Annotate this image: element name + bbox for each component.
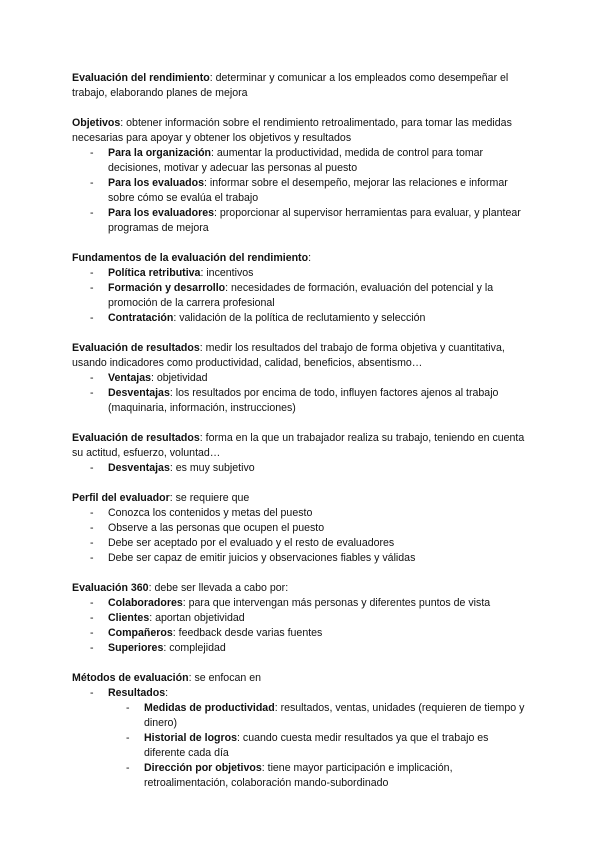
sub-list-item: - Historial de logros: cuando cuesta medir resultados ya que el trabajo es diferente cada día [126, 732, 489, 759]
section-heading [72, 251, 528, 266]
list-item: - Formación y desarrollo: necesidades de formación, evaluación del potencial y la promoción de la carrera profesional [90, 282, 494, 309]
section-evaluacion-360 [72, 581, 528, 656]
section-title: Métodos de evaluación [72, 672, 189, 684]
section-heading [72, 431, 528, 461]
list-item: - Política retributiva: incentivos [90, 267, 254, 279]
section-heading [72, 671, 528, 686]
section-evaluacion-comportamiento [72, 431, 528, 476]
section-heading [72, 71, 528, 101]
list-item: - Contratación: validación de la política de reclutamiento y selección [90, 312, 426, 324]
sub-bullet-list [72, 701, 528, 791]
list-item: - Ventajas: objetividad [90, 372, 208, 384]
list-item: - Compañeros: feedback desde varias fuentes [90, 627, 323, 639]
section-text: : debe ser llevada a cabo por: [148, 582, 289, 594]
section-text: : forma en la que un trabajador realiza su trabajo, teniendo en cuenta su actitud, esfuerzo, voluntad… [72, 432, 525, 459]
document-body [72, 71, 528, 806]
section-heading [72, 116, 528, 146]
bullet-list [72, 266, 528, 326]
sub-list-item: - Medidas de productividad: resultados, ventas, unidades (requieren de tiempo y dinero) [126, 702, 525, 729]
list-item: - Debe ser capaz de emitir juicios y observaciones fiables y válidas [90, 552, 416, 564]
section-text: : [308, 252, 312, 264]
bullet-list [72, 506, 528, 566]
section-fundamentos [72, 251, 528, 326]
list-item: - Debe ser aceptado por el evaluado y el resto de evaluadores [90, 537, 395, 549]
bullet-list [72, 686, 528, 701]
list-item: - Conozca los contenidos y metas del puesto [90, 507, 313, 519]
section-text: : obtener información sobre el rendimiento retroalimentado, para tomar las medidas necesarias para apoyar y obtener los objetivos y resultados [72, 117, 512, 144]
list-item: - Resultados: [90, 687, 169, 699]
list-item: - Superiores: complejidad [90, 642, 226, 654]
bullet-list [72, 146, 528, 236]
section-title: Objetivos [72, 117, 121, 129]
section-evaluacion-rendimiento [72, 71, 528, 101]
bullet-list [72, 596, 528, 656]
section-title: Evaluación de resultados [72, 342, 200, 354]
section-metodos-evaluacion [72, 671, 528, 791]
bullet-list [72, 461, 528, 476]
section-heading [72, 491, 528, 506]
section-text: : se requiere que [169, 492, 250, 504]
section-title: Evaluación 360 [72, 582, 149, 594]
section-title: Perfil del evaluador [72, 492, 170, 504]
list-item: - Observe a las personas que ocupen el puesto [90, 522, 325, 534]
section-heading [72, 581, 528, 596]
section-evaluacion-resultados [72, 341, 528, 416]
bullet-list [72, 371, 528, 416]
section-title: Evaluación de resultados [72, 432, 200, 444]
list-item: - Desventajas: es muy subjetivo [90, 462, 255, 474]
section-title: Evaluación del rendimiento [72, 72, 210, 84]
section-heading [72, 341, 528, 371]
list-item: - Colaboradores: para que intervengan más personas y diferentes puntos de vista [90, 597, 491, 609]
section-text: : medir los resultados del trabajo de forma objetiva y cuantitativa, usando indicadores como productividad, calidad, beneficios, absentismo… [72, 342, 505, 369]
section-text: : determinar y comunicar a los empleados como desempeñar el trabajo, elaborando planes de mejora [72, 72, 509, 99]
list-item: - Desventajas: los resultados por encima de todo, influyen factores ajenos al trabajo (maquinaria, información, instrucciones) [90, 387, 499, 414]
list-item: - Para la organización: aumentar la productividad, medida de control para tomar decisiones, motivar y adecuar las personas al puesto [90, 147, 484, 174]
list-item: - Clientes: aportan objetividad [90, 612, 245, 624]
section-perfil-evaluador [72, 491, 528, 566]
section-text: : se enfocan en [188, 672, 262, 684]
section-objetivos [72, 116, 528, 236]
list-item: - Para los evaluadores: proporcionar al supervisor herramientas para evaluar, y plantear programas de mejora [90, 207, 521, 234]
sub-list-item: - Dirección por objetivos: tiene mayor participación e implicación, retroalimentación, colaboración mando-subordinado [126, 762, 453, 789]
section-title: Fundamentos de la evaluación del rendimiento [72, 252, 309, 264]
list-item: - Para los evaluados: informar sobre el desempeño, mejorar las relaciones e informar sobre cómo se evalúa el trabajo [90, 177, 508, 204]
